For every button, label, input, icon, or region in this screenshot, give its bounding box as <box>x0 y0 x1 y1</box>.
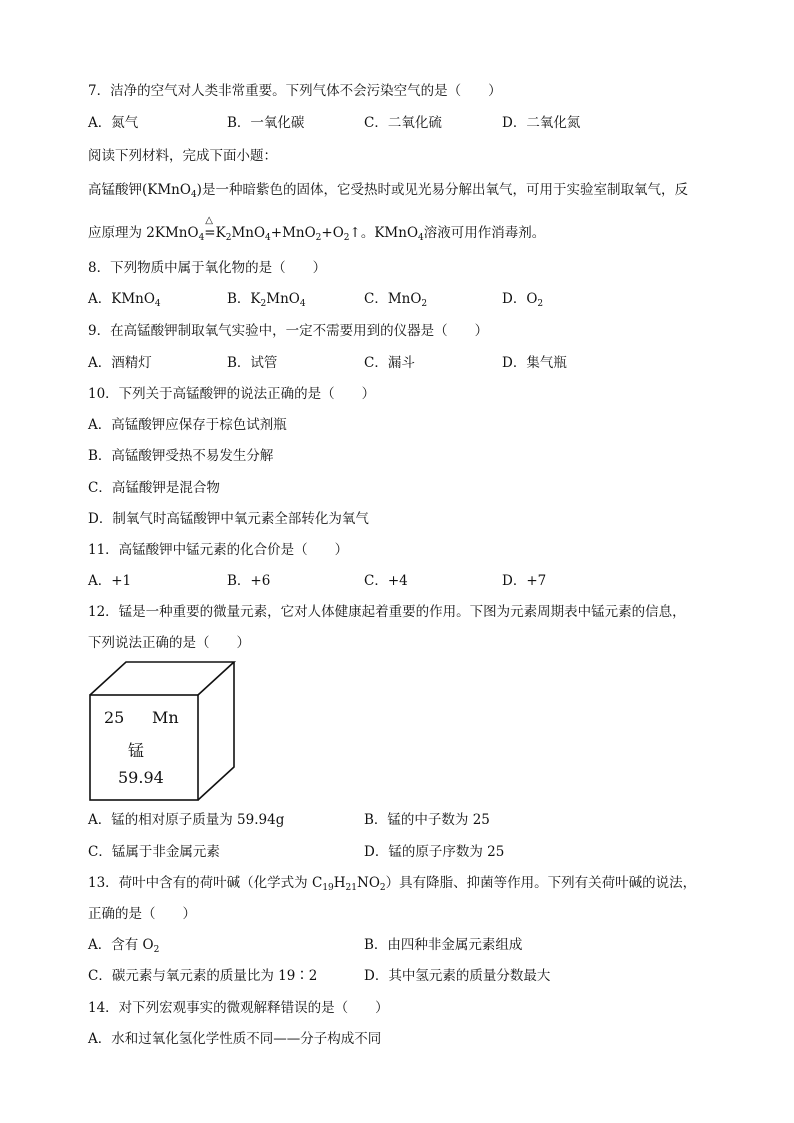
q11-option-b: B．+6 <box>227 573 271 589</box>
q13-option-b: B．由四种非金属元素组成 <box>364 937 523 953</box>
heat-symbol: △ <box>205 215 213 226</box>
q7-option-c: C．二氧化硫 <box>364 115 442 131</box>
q8-stem: 8．下列物质中属于氧化物的是（ ） <box>88 260 327 276</box>
q11-option-c: C．+4 <box>364 573 408 589</box>
q13-option-c: C．碳元素与氧元素的质量比为 19∶2 <box>88 968 318 984</box>
q11-stem: 11．高锰酸钾中锰元素的化合价是（ ） <box>88 542 349 558</box>
element-name: 锰 <box>128 741 145 760</box>
atomic-number: 25 <box>104 708 125 727</box>
q8-option-c: C．MnO$_2$ <box>364 291 428 309</box>
q12-option-c: C．锰属于非金属元素 <box>88 844 220 860</box>
q12-stem-line-2: 下列说法正确的是（ ） <box>88 635 250 651</box>
q9-option-b: B．试管 <box>227 355 278 371</box>
q7-option-a: A．氮气 <box>88 115 139 131</box>
q10-option-c: C．高锰酸钾是混合物 <box>88 480 220 496</box>
q9-stem: 9．在高锰酸钾制取氧气实验中，一定不需要用到的仪器是（ ） <box>88 323 489 339</box>
q13-option-d: D．其中氢元素的质量分数最大 <box>364 968 551 984</box>
q8-option-a: A．KMnO$_4$ <box>88 291 161 309</box>
q11-option-d: D．+7 <box>502 573 547 589</box>
material-line-1: 高锰酸钾(KMnO$_4$)是一种暗紫色的固体，它受热时或见光易分解出氧气，可用于实验室制取氧气，反 <box>88 182 688 200</box>
q14-option-a: A．水和过氧化氢化学性质不同——分子构成不同 <box>88 1031 382 1047</box>
q14-stem: 14．对下列宏观事实的微观解释错误的是（ ） <box>88 1000 389 1016</box>
q12-option-a: A．锰的相对原子质量为 59.94g <box>88 812 285 828</box>
q9-option-a: A．酒精灯 <box>88 355 152 371</box>
element-symbol: Mn <box>152 708 179 727</box>
q12-stem-line-1: 12．锰是一种重要的微量元素，它对人体健康起着重要的作用。下图为元素周期表中锰元素的信息， <box>88 604 686 620</box>
q10-stem: 10．下列关于高锰酸钾的说法正确的是（ ） <box>88 386 376 402</box>
q7-option-d: D．二氧化氮 <box>502 115 581 131</box>
atomic-mass: 59.94 <box>118 768 164 787</box>
q11-option-a: A．+1 <box>88 573 132 589</box>
q7-stem: 7．洁净的空气对人类非常重要。下列气体不会污染空气的是（ ） <box>88 83 502 99</box>
q10-option-b: B．高锰酸钾受热不易发生分解 <box>88 448 274 464</box>
q7-option-b: B．一氧化碳 <box>227 115 305 131</box>
q10-option-a: A．高锰酸钾应保存于棕色试剂瓶 <box>88 417 287 433</box>
q13-stem-line-1: 13．荷叶中含有的荷叶碱（化学式为 $C_{19}H_{21}NO_2$）具有降脂、抑菌等作用。下列有关荷叶碱的说法， <box>88 875 697 893</box>
q8-option-b: B．$K_2MnO_4$ <box>227 291 306 309</box>
element-card-manganese <box>88 660 238 805</box>
material-intro: 阅读下列材料，完成下面小题： <box>88 148 277 164</box>
q12-option-d: D．锰的原子序数为 25 <box>364 844 505 860</box>
material-reaction-equation: 应原理为 2KMnO$_4$ △ $=K_2MnO_4+MnO_2+O_2↑$。KMnO$_4$溶液可用作消毒剂。 <box>88 224 545 247</box>
q10-option-d: D．制氧气时高锰酸钾中氧元素全部转化为氧气 <box>88 511 369 527</box>
q13-option-a: A．含有 $O_2$ <box>88 937 160 955</box>
q9-option-d: D．集气瓶 <box>502 355 567 371</box>
q12-option-b: B．锰的中子数为 25 <box>364 812 490 828</box>
q13-stem-line-2: 正确的是（ ） <box>88 906 196 922</box>
q8-option-d: D．$O_2$ <box>502 291 544 309</box>
q9-option-c: C．漏斗 <box>364 355 415 371</box>
